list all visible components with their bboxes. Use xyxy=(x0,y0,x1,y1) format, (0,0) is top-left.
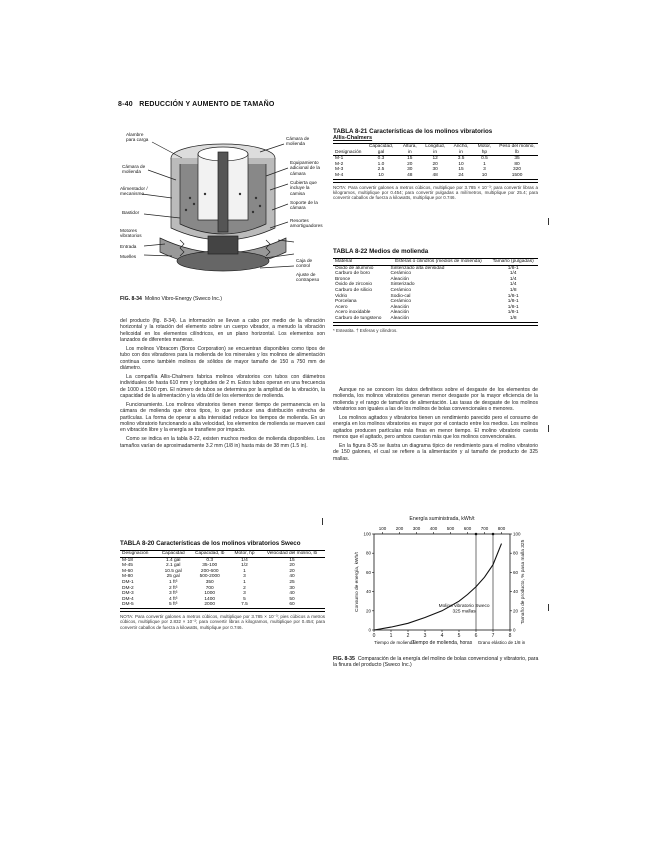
table-cell: 1/4 xyxy=(509,276,517,282)
table-8-22 xyxy=(333,248,538,333)
paragraph: Funcionamiento. Los molinos vibratorios tienen menor tiempo de permanencia en la cámara de molienda que otros tipos, lo que produce una distribución estrecha de partículas. La forma de operar a alta intensidad reduce los tiempos de molienda. En un molino vibratorio funcionando a alta velocidad, los elementos de molienda se mueven casi en vibración libre y la energía se transfiere por impacto. xyxy=(120,402,325,433)
column-header: Longitud, in xyxy=(425,144,446,155)
table-cell: Aleación xyxy=(390,315,409,321)
table-cell: 0.5 xyxy=(481,156,488,162)
table-cell: 10 xyxy=(378,172,384,178)
table-cell: M-18 xyxy=(122,557,133,563)
table-cell: M-4 xyxy=(335,172,344,178)
table-cell: 1 xyxy=(483,161,486,167)
column-header: Motor, hp xyxy=(234,551,255,556)
column-header: Capacidad, lb xyxy=(195,551,225,556)
table-cell: 1/4 xyxy=(241,557,248,563)
table-cell: M-80 xyxy=(122,574,133,580)
table-cell: 1/4 xyxy=(509,282,517,288)
table-cell: M-60 xyxy=(122,568,133,574)
table-8-21-grid xyxy=(333,143,538,180)
table-cell: 320 xyxy=(513,167,522,173)
caption-number: FIG. 8-34 xyxy=(120,296,142,302)
table-cell: 20 xyxy=(432,161,438,167)
margin-mark xyxy=(548,604,549,611)
table-cell: Aleación xyxy=(390,310,409,316)
table-cell: 1/2 xyxy=(241,563,248,569)
column-header: Designación xyxy=(335,149,362,155)
table-cell: 25 gal xyxy=(166,574,180,580)
table-note: * Esteatita. † Esferas y cilindros. xyxy=(333,325,538,333)
y-tick-label: 40 xyxy=(365,589,371,595)
table-cell: 1/8 xyxy=(509,315,517,321)
table-cell: 0.3 xyxy=(377,156,385,162)
column-header: Velocidad del molino, lb xyxy=(266,551,318,556)
table-cell: Aleación xyxy=(390,276,409,282)
table-cell: 1 xyxy=(243,579,246,585)
fig34-label: Cámara de molienda xyxy=(122,164,146,175)
column-header: Tamaño (pulgadas) xyxy=(492,259,534,264)
left-paragraphs xyxy=(120,318,325,449)
table-cell: 10 xyxy=(481,172,488,178)
top-tick-label: 800 xyxy=(497,526,506,531)
table-title: TABLA 8-20 Características de los molinos vibratorios Sweco xyxy=(120,540,301,547)
right-paragraphs xyxy=(333,387,538,462)
column-header: Material xyxy=(335,259,353,264)
table-cell: 48 xyxy=(432,172,438,178)
table-cell: DM-1 xyxy=(122,579,134,585)
x-tick-label: 8 xyxy=(508,633,512,639)
table-cell: 3 xyxy=(483,167,486,173)
table-cell: Cerámico xyxy=(390,287,412,293)
table-cell: 25 xyxy=(289,579,295,585)
table-cell: 1/8-1 xyxy=(507,293,519,299)
paragraph: Aunque no se conocen los datos definitivos sobre el desgaste de los elementos de molienda, los molinos vibratorios generan menor desgaste por la mayor eficiencia de la molienda y el rango de tamaños de alimentación. Las tasas de desgaste de los molinos vibratorios son iguales a las de los molinos de bolas convencionales o menores. xyxy=(333,387,538,412)
paragraph: En la figura 8-35 se ilustra un diagrama típico de rendimiento para el molino vibratorio de 150 galones, el cual se refiere a la alimentación y al tamaño de producto de 325 mallas. xyxy=(333,443,538,462)
y2-axis-label: Tamaño de producto, % pasa malla 325 xyxy=(521,539,526,625)
y-tick-label: 60 xyxy=(365,569,371,575)
caption-text: Comparación de la energía del molino de bolas convencional y vibratorio, para la finura del producto (Sweco Inc.) xyxy=(333,656,539,668)
table-cell: Sodio-cal xyxy=(390,293,411,299)
table-cell: 40 xyxy=(289,574,295,580)
marker-point xyxy=(475,533,478,536)
y2-tick-label: 20 xyxy=(513,608,519,614)
page-header xyxy=(118,101,275,108)
table-cell: Aleación xyxy=(390,304,409,310)
y-axis-label: Consumo de energía, kWh/t xyxy=(355,552,360,612)
table-cell: Bronce xyxy=(335,276,351,282)
y2-tick-label: 100 xyxy=(513,531,521,537)
table-cell: Sinterizado alta densidad xyxy=(390,265,445,271)
y2-tick-label: 80 xyxy=(513,550,519,556)
margin-mark xyxy=(548,425,549,432)
table-cell: M-1 xyxy=(335,156,344,162)
x-axis-label: Tiempo de molienda, horas xyxy=(411,640,473,646)
x-tick-label: 3 xyxy=(423,633,427,639)
series-line xyxy=(374,544,502,630)
table-cell: Óxido de aluminio xyxy=(335,265,374,271)
figure-8-35-caption xyxy=(333,656,543,668)
table-cell: 1.4 gal xyxy=(165,557,181,563)
table-cell: Acero inoxidable xyxy=(335,310,371,316)
paragraph: La compañía Allis-Chalmers fabrica molinos vibratorios con tubos con diámetros individuales de hasta 610 mm y longitudes de 2 m. Estos tubos operan en una frecuencia de 1000 a 1500 rpm. El número de tubos se determina por la amplitud de la vibración, la capacidad de la alimentación y la vida útil de los elementos de molienda. xyxy=(120,374,325,399)
table-cell: M-45 xyxy=(122,563,133,569)
table-cell: DM-4 xyxy=(122,596,134,602)
top-tick-label: 100 xyxy=(378,526,387,531)
table-cell: 2 xyxy=(243,585,246,591)
fig34-label: Motores vibratorios xyxy=(120,228,142,239)
table-cell: Sinterizado xyxy=(390,282,415,288)
page-number: 8-40 xyxy=(118,101,133,108)
table-cell: 15 xyxy=(407,156,413,162)
table-cell: Carburo de silicio xyxy=(335,287,373,293)
paragraph: Los molinos agitados y vibratorios tienen un rendimiento parecido pero el consumo de energía en los molinos vibratorios es mayor por el contacto entre los medios. Los molinos agitados producen partículas más finas en menor tiempo. El molino vibratorio cuesta menos que el agitado, pero ambos cuestan más que los molinos convencionales. xyxy=(333,415,538,440)
x-tick-label: 5 xyxy=(457,633,461,639)
paragraph: del producto (fig. 8-34). La información se llevan a cabo por medio de la vibración horizontal y la rotación del elemento sobre un cuerpo vibrador, a menudo la vibración helicoidal en los elementos cilíndricos, en un plano horizontal. Los elementos son lanzados de diferentes maneras. xyxy=(120,318,325,343)
table-cell: 700 xyxy=(205,585,214,591)
chart-title: Energía suministrada, kWh/t xyxy=(409,516,475,522)
table-cell: 4 ft³ xyxy=(169,596,178,602)
table-cell: M-3 xyxy=(335,167,344,173)
table-cell: 48 xyxy=(407,172,413,178)
table-cell: 1500 xyxy=(511,172,523,178)
table-note: NOTA: Para convertir galones a metros cúbicos, multiplique por 3.785 × 10⁻³; pies cúbicos a metros cúbicos, multiplique por 2.832 × 10⁻²; para convertir libras a kilogramos, multiplique por 0.454; para convertir caballos de fuerza a kilowatts, multiplique por 0.746. xyxy=(120,611,325,630)
fig34-label: Resortes amortiguadores xyxy=(290,218,323,229)
column-header: Motor, hp xyxy=(477,144,492,155)
figure-8-35 xyxy=(340,512,545,652)
table-cell: 3 ft³ xyxy=(169,591,178,597)
table-cell: Carburo de boro xyxy=(335,271,370,277)
table-cell: DM-2 xyxy=(122,585,134,591)
table-row xyxy=(120,602,325,608)
top-tick-label: 700 xyxy=(480,526,489,531)
table-cell: 2.5 xyxy=(377,167,385,173)
caption-number: FIG. 8-35 xyxy=(333,656,355,662)
table-cell: 20 xyxy=(289,568,295,574)
table-cell: 2 ft³ xyxy=(169,585,178,591)
table-cell: 1/8-1 xyxy=(507,265,519,271)
table-cell: 20 xyxy=(407,161,413,167)
x-tick-label: 7 xyxy=(491,633,495,639)
table-cell: 35-100 xyxy=(202,563,218,569)
table-cell: 1.0 xyxy=(377,161,385,167)
table-cell: 30 xyxy=(289,585,295,591)
top-tick-label: 600 xyxy=(463,526,472,531)
table-subtitle: Allis-Chalmers xyxy=(333,135,373,141)
fig34-label: Equipamiento adicional de la cámara xyxy=(290,160,320,176)
column-header: Peso del molino, lb xyxy=(499,144,535,155)
table-cell: 24 xyxy=(458,172,464,178)
top-tick-label: 300 xyxy=(412,526,421,531)
table-cell: 1 xyxy=(243,568,246,574)
y2-tick-label: 60 xyxy=(513,569,519,575)
top-tick-label: 200 xyxy=(395,526,404,531)
table-title: TABLA 8-21 Características de los molinos vibratorios xyxy=(333,128,493,135)
y2-tick-label: 0 xyxy=(513,627,516,633)
table-8-20 xyxy=(120,540,325,630)
fig34-label: Alimentador / mecanismo xyxy=(120,186,148,197)
column-header: Designación xyxy=(122,551,149,556)
fig34-label: Ajuste de contrapeso xyxy=(296,272,320,283)
table-cell: 1400 xyxy=(204,596,216,602)
margin-mark xyxy=(322,518,323,525)
table-cell: 80 xyxy=(514,161,520,167)
table-cell: 20 xyxy=(289,563,295,569)
fig34-label: Muelles xyxy=(120,254,137,259)
table-cell: 0.3 xyxy=(206,557,214,563)
table-row xyxy=(333,173,538,179)
marker-point xyxy=(492,533,495,536)
table-cell: Vidrio xyxy=(335,293,348,299)
table-cell: Cerámico xyxy=(390,271,412,277)
energy-chart xyxy=(340,512,545,652)
table-8-20-grid xyxy=(120,550,325,609)
chart-annotation: Tiempo de molienda xyxy=(374,640,415,645)
fig34-label: Caja de control xyxy=(296,258,313,269)
figure-8-34 xyxy=(120,128,325,291)
y-tick-label: 100 xyxy=(363,531,371,537)
fig34-label: Cubierta que incluye la camisa xyxy=(290,180,317,196)
table-cell: 30 xyxy=(407,167,413,173)
y2-tick-label: 40 xyxy=(513,589,519,595)
x-tick-label: 6 xyxy=(474,633,478,639)
table-cell: Óxido de zirconio xyxy=(335,282,373,288)
column-header: Capacidad, gal xyxy=(368,144,394,155)
table-cell: 30 xyxy=(432,167,438,173)
table-note: NOTA: Para convertir galones a metros cúbicos, multiplique por 3.785 × 10⁻³; para convertir libras a kilogramos, multiplique por 0.454; para convertir pulgadas a milímetros, multiplique por 25.4; para convertir caballos de fuerza a kilowatts, multiplique por 0.746. xyxy=(333,182,538,201)
fig34-label: Bastidor xyxy=(122,210,140,215)
table-cell: 2.1 gal xyxy=(165,563,181,569)
table-cell: 5 ft³ xyxy=(169,602,178,608)
table-cell: 3 xyxy=(243,591,246,597)
y-tick-label: 20 xyxy=(365,608,371,614)
figure-8-34-caption xyxy=(120,296,325,302)
column-header: Esferas o cilindros (medios de molienda) xyxy=(395,259,482,264)
table-cell: 1 ft³ xyxy=(169,579,178,585)
table-cell: 10 xyxy=(458,161,464,167)
table-cell: 1000 xyxy=(204,591,216,597)
column-header: Altura, in xyxy=(402,144,417,155)
table-cell: 200-600 xyxy=(200,568,219,574)
column-header: Ancho, in xyxy=(453,144,469,155)
table-cell: 15 xyxy=(289,557,295,563)
table-cell: 50 xyxy=(289,596,295,602)
table-cell: Porcelana xyxy=(335,299,357,305)
table-8-21 xyxy=(333,128,538,201)
table-cell: 35 xyxy=(514,156,520,162)
table-cell: 12 xyxy=(432,156,438,162)
paragraph: Como se indica en la tabla 8-22, existen muchos medios de molienda disponibles. Los tamaños varían de aproximadamente 3.2 mm (1/8 in) hasta más de 38 mm (1.5 in). xyxy=(120,436,325,449)
y-tick-label: 80 xyxy=(365,550,371,556)
y-tick-label: 0 xyxy=(368,627,371,633)
table-cell: Carburo de tungsteno xyxy=(335,315,382,321)
fig34-label: Cámara de molienda xyxy=(286,136,310,147)
table-cell: 5 xyxy=(243,596,246,602)
table-cell: 2000 xyxy=(204,602,216,608)
table-cell: Acero xyxy=(335,304,348,310)
table-cell: 60 xyxy=(289,602,295,608)
table-cell: 1/8-1 xyxy=(507,299,519,305)
table-cell: 40 xyxy=(289,591,295,597)
top-tick-label: 400 xyxy=(429,526,438,531)
chart-annotation: Molino vibratorio Sweco xyxy=(438,603,490,609)
table-cell: 1/8-1 xyxy=(507,310,519,316)
x-tick-label: 1 xyxy=(389,633,393,639)
x-tick-label: 2 xyxy=(406,633,410,639)
table-cell: DM-3 xyxy=(122,591,134,597)
table-cell: 3 xyxy=(243,574,246,580)
fig34-label: Entrada xyxy=(120,244,137,249)
table-title: TABLA 8-22 Medios de molienda xyxy=(333,248,429,255)
table-cell: 1/4 xyxy=(509,271,517,277)
fig34-label: Alambre para carga xyxy=(126,132,149,143)
table-cell: 500-2000 xyxy=(199,574,220,580)
table-row xyxy=(333,316,538,322)
plot-frame xyxy=(374,534,510,630)
table-cell: 7.5 xyxy=(241,602,248,608)
table-8-22-grid xyxy=(333,258,538,323)
chapter-title: REDUCCIÓN Y AUMENTO DE TAMAÑO xyxy=(139,101,275,108)
margin-mark xyxy=(548,218,549,225)
table-cell: 10.5 gal xyxy=(164,568,182,574)
top-tick-label: 500 xyxy=(446,526,455,531)
table-cell: DM-5 xyxy=(122,602,134,608)
table-cell: Cerámico xyxy=(390,299,412,305)
table-cell: 350 xyxy=(205,579,214,585)
table-cell: 1/8-1 xyxy=(507,304,519,310)
table-cell: 15 xyxy=(458,167,464,173)
chart-annotation: Grano elástico de 1/8 in xyxy=(477,640,526,645)
x-tick-label: 0 xyxy=(372,633,376,639)
fig34-label: Soporte de la cámara xyxy=(290,200,318,211)
paragraph: Los molinos Vibracom (Boros Corporation) se encuentran disponibles como tipos de tubo con dos vibradores para la molienda de los minerales y los molinos de alimentación continua como también molinos de sólidos de mayor tamaño de 150 a 750 mm de diámetro. xyxy=(120,346,325,371)
chart-annotation: 325 mallas xyxy=(452,609,476,615)
table-cell: M-2 xyxy=(335,161,344,167)
table-cell: 3.5 xyxy=(457,156,465,162)
caption-text: Molino Vibro-Energy (Sweco Inc.) xyxy=(144,296,222,302)
column-header: Capacidad xyxy=(161,551,185,556)
x-tick-label: 4 xyxy=(440,633,444,639)
table-cell: 1/8 xyxy=(509,287,517,293)
